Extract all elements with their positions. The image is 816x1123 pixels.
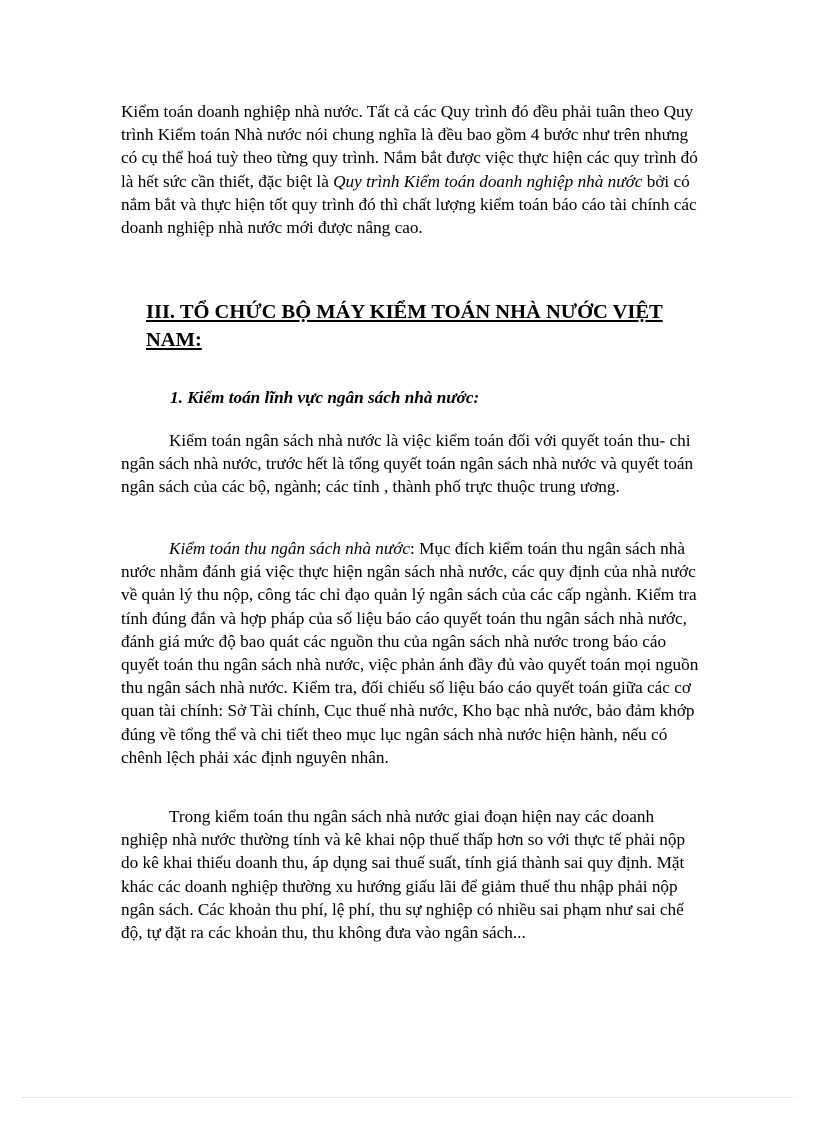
intro-paragraph xyxy=(121,100,701,239)
intro-text-part2: bởi có nắm bắt và thực hiện tốt quy trình đó thì chất lượng kiểm toán báo cáo tài chính các doanh nghiệp nhà nước mới được nâng cao. xyxy=(121,171,697,238)
page-bottom-divider xyxy=(22,1097,794,1098)
budget-audit-paragraph: Kiểm toán ngân sách nhà nước là việc kiểm toán đối với quyết toán thu- chi ngân sách nhà nước, trước hết là tổng quyết toán ngân sách nhà nước và quyết toán ngân sách của các bộ, ngành; các tỉnh , thành phố trực thuộc trung ương. xyxy=(121,431,694,497)
revenue-audit-text: : Mục đích kiểm toán thu ngân sách nhà nước nhằm đánh giá việc thực hiện ngân sách nhà nước, các quy định của nhà nước về quản lý thu nộp, công tác chỉ đạo quản lý ngân sách của các cấp ngành. Kiểm tra tính đúng đắn và hợp pháp của số liệu báo cáo quyết toán thu ngân sách nhà nước, đánh giá mức độ bao quát các nguồn thu của ngân sách nhà nước trong báo cáo quyết toán thu ngân sách nhà nước, việc phản ánh đầy đủ vào quyết toán mọi nguồn thu ngân sách nhà nước. Kiểm tra, đối chiếu số liệu báo cáo quyết toán giữa các cơ quan tài chính: Sở Tài chính, Cục thuế nhà nước, Kho bạc nhà nước, bảo đảm khớp đúng về tổng thể và chi tiết theo mục lục ngân sách nhà nước hiện hành, nếu có chênh lệch phải xác định nguyên nhân. xyxy=(121,539,699,767)
section-heading: III. TỔ CHỨC BỘ MÁY KIỂM TOÁN NHÀ NƯỚC VIỆT NAM: xyxy=(146,301,663,351)
current-stage-paragraph: Trong kiểm toán thu ngân sách nhà nước giai đoạn hiện nay các doanh nghiệp nhà nước thường tính và kê khai nộp thuế thấp hơn so với thực tế phải nộp do kê khai thiếu doanh thu, áp dụng sai thuế suất, tính giá thành sai quy định. Mặt khác các doanh nghiệp thường xu hướng giấu lãi để giảm thuế thu nhập phải nộp ngân sách. Các khoản thu phí, lệ phí, thu sự nghiệp có nhiều sai phạm như sai chế độ, tự đặt ra các khoản thu, thu không đưa vào ngân sách... xyxy=(121,807,686,943)
subsection-heading: 1. Kiểm toán lĩnh vực ngân sách nhà nước: xyxy=(170,388,480,407)
intro-italic-phrase: Quy trình Kiểm toán doanh nghiệp nhà nước xyxy=(333,171,643,191)
intro-text-part1: Kiểm toán doanh nghiệp nhà nước. Tất cả các Quy trình đó đều phải tuân theo Quy trình Kiểm toán Nhà nước nói chung nghĩa là đều bao gồm 4 bước như trên nhưng có cụ thể hoá tuỳ theo từng quy trình. Nắm bắt được việc thực hiện các quy trình đó là hết sức cần thiết, đặc biệt là xyxy=(121,102,698,191)
revenue-audit-paragraph xyxy=(121,537,701,769)
revenue-audit-italic-title: Kiểm toán thu ngân sách nhà nước xyxy=(169,539,411,558)
